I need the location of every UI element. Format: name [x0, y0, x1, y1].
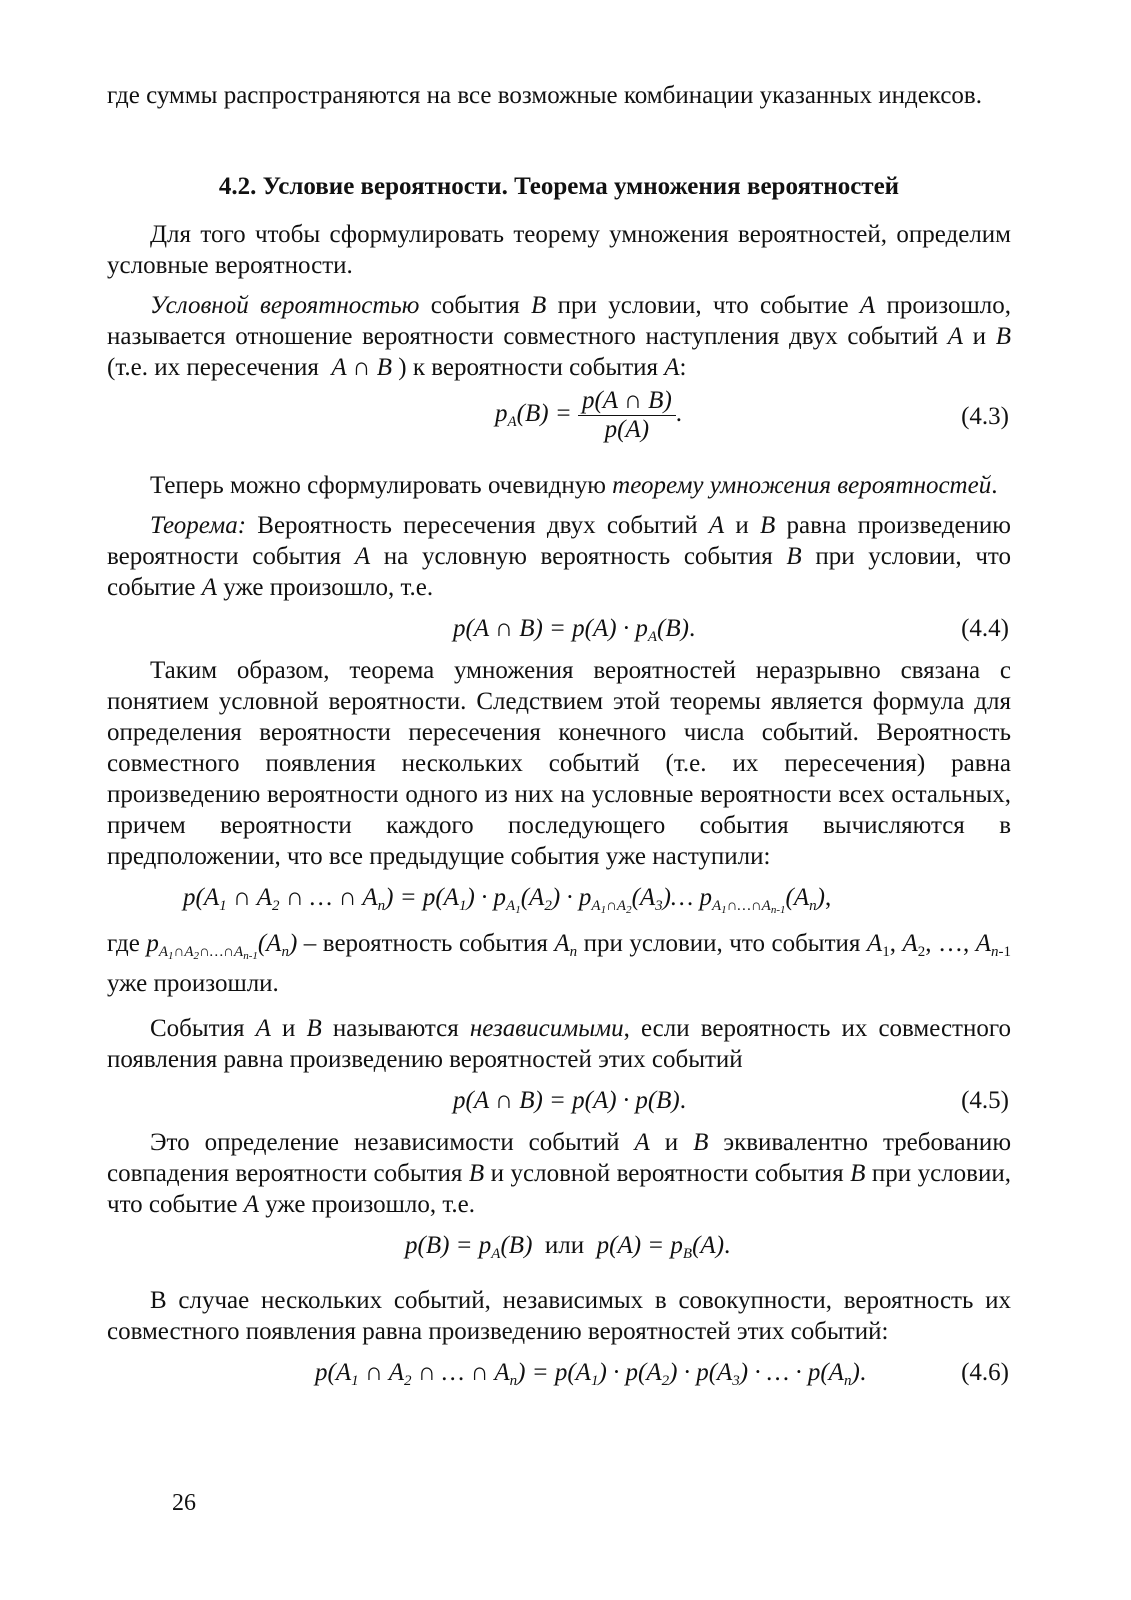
paragraph-theorem: Теорема: Вероятность пересечения двух событий A и B равна произведению вероятности события A на условную вероятность события B при условии, что событие A уже произошло, т.е.: [107, 512, 1012, 601]
paragraph-independent: События A и B называются независимыми, если вероятность их совместного появления равна произведению вероятностей этих событий: [107, 1015, 1011, 1073]
equation-number: (4.3): [961, 403, 1009, 430]
page-body: [107, 80, 1011, 1399]
paragraph-definition: Условной вероятностью события B при условии, что событие A произошло, называется отношение вероятности совместного наступления двух событий A и B (т.е. их пересечения A ∩ B ) к вероятности события A:: [107, 292, 1012, 381]
paragraph-theorem-intro: Теперь можно сформулировать очевидную теорему умножения вероятностей.: [150, 472, 998, 499]
paragraph-several-events: В случае нескольких событий, независимых в совокупности, вероятность их совместного появления равна произведению вероятностей этих событий:: [107, 1287, 1011, 1345]
equation-number: (4.4): [961, 615, 1009, 642]
equation-4-6: $p(A_1$ ∩ $A_2$ ∩ … ∩ $A_n) = p(A_1) \cdot p(A_2) \cdot p(A_3)$ · … · $p(A_n)$. (4.6): [315, 1359, 1009, 1389]
equation-4-3: $p_A(B)$ = $\frac{p(A \cap B)}{p(A)}$ . (4.3): [495, 387, 1009, 443]
equation-4-5: p(A ∩ B) = p(A) · p(B). (4.5): [453, 1087, 1009, 1114]
page-number: 26: [172, 1490, 196, 1516]
section-heading: 4.2. Условие вероятности. Теорема умножения вероятностей: [218, 173, 900, 200]
equation-4-4: p(A ∩ $B) = p(A) \cdot p_A(B)$. (4.4): [453, 615, 1009, 645]
paragraph-consequence: Таким образом, теорема умножения вероятностей неразрывно связана с понятием условной вероятности. Следствием этой теоремы является формула для определения вероятности пересечения конечного числа событий. Вероятность совместного появления нескольких событий (т.е. их пересечения) равна произведению вероятности одного из них на условные вероятности всех остальных, причем вероятности каждого последующего события вычисляются в предположении, что все предыдущие события уже наступили:: [107, 657, 1011, 870]
paragraph-where: где $p_{A_1\cap A_2\cap\dots\cap A_{n-1}}(A_n)$ – вероятность события $A_n$ при условии, что события $A_1$, $A_2$, …, $A_{n-1}$ уже произошли.: [107, 930, 1012, 997]
paragraph-equivalence: Это определение независимости событий A и B эквивалентно требованию совпадения вероятности события B и условной вероятности события B при условии, что событие A уже произошло, т.е.: [107, 1129, 1011, 1218]
equation-chain: $p(A_1$ ∩ $A_2$ ∩ … ∩ $A_n) = p(A_1) \cdot p_{A_1}(A_2)$ · $p_{A_1\cap A_2}(A_3)\dots$ $p_{A_1\cap\dots\cap A_{n-1}}(A_n)$,: [183, 884, 832, 916]
equation-number: (4.5): [961, 1087, 1009, 1114]
equation-equivalence: $p(B) = p_A(B)$ или $p(A) = p_B(A)$.: [405, 1232, 731, 1262]
paragraph-continuation: где суммы распространяются на все возможные комбинации указанных индексов.: [107, 82, 982, 109]
equation-number: (4.6): [961, 1359, 1009, 1386]
paragraph-intro: Для того чтобы сформулировать теорему умножения вероятностей, определим условные вероятности.: [107, 221, 1011, 279]
